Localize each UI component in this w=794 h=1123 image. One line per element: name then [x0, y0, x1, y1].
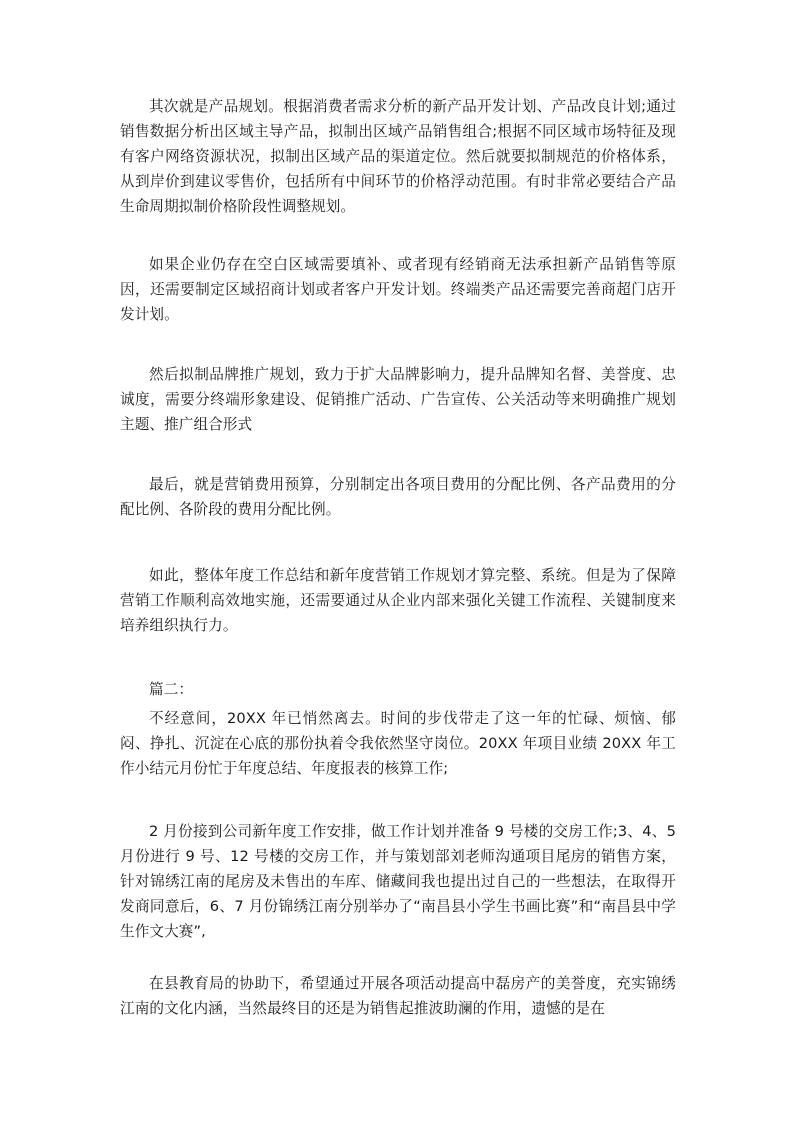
paragraph-conclusion: 如此，整体年度工作总结和新年度营销工作规划才算完整、系统。但是为了保障营销工作顺利高效地实施，还需要通过从企业内部来强化关键工作流程、关键制度来培养组织执行力。 [120, 567, 676, 634]
paragraph-marketing-budget: 最后，就是营销费用预算，分别制定出各项目费用的分配比例、各产品费用的分配比例、各阶段的费用分配比例。 [120, 476, 676, 518]
section-heading-part-two: 篇二： [149, 681, 194, 698]
paragraph-product-planning: 其次就是产品规划。根据消费者需求分析的新产品开发计划、产品改良计划;通过销售数据分析出区域主导产品，拟制出区域产品销售组合;根据不同区域市场特征及现有客户网络资源状况，拟制出区域产品的渠道定位。然后就要拟制规范的价格体系，从到岸价到建议零售价，包括所有中间环节的价格浮动范围。有时非常必要结合产品生命周期拟制价格阶段性调整规划。 [120, 98, 676, 215]
paragraph-brand-promotion: 然后拟制品牌推广规划，致力于扩大品牌影响力，提升品牌知名督、美誉度、忠诚度，需要分终端形象建设、促销推广活动、广告宣传、公关活动等来明确推广规划主题、推广组合形式 [120, 366, 676, 433]
paragraph-education-bureau: 在县教育局的协助下，希望通过开展各项活动提高中磊房产的美誉度，充实锦绣江南的文化内涵，当然最终目的还是为销售起推波助澜的作用，遗憾的是在 [120, 975, 676, 1017]
paragraph-february-work: 2 月份接到公司新年度工作安排，做工作计划并准备 9 号楼的交房工作;3、4、5 月份进行 9 号、12 号楼的交房工作，并与策划部刘老师沟通项目尾房的销售方案，针对锦绣江南的尾房及未售出的车库、储藏间我也提出过自己的一些想法，在取得开发商同意后，6、7 月份锦绣江南分别举办了“南昌县小学生书画比赛”和“南昌县中学生作文大赛”, [120, 823, 676, 940]
paragraph-year-review: 不经意间，20XX 年已悄然离去。时间的步伐带走了这一年的忙碌、烦恼、郁闷、挣扎、沉淀在心底的那份执着令我依然坚守岗位。20XX 年项目业绩 20XX 年工作小结元月份忙于年度总结、年度报表的核算工作; [120, 710, 676, 777]
paragraph-regional-recruitment: 如果企业仍存在空白区域需要填补、或者现有经销商无法承担新产品销售等原因，还需要制定区域招商计划或者客户开发计划。终端类产品还需要完善商超门店开发计划。 [120, 256, 676, 323]
